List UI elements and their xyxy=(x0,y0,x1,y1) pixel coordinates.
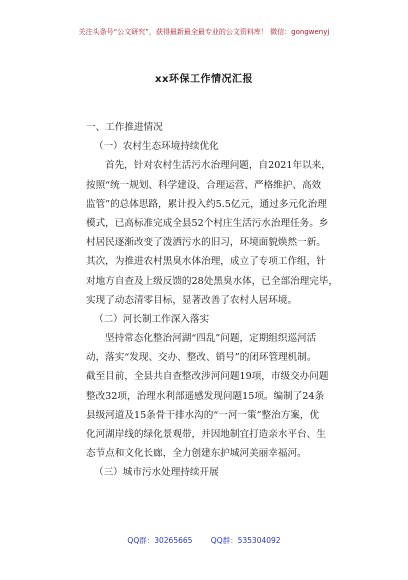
paragraph-line: 态节点和文化长廊，全力创建东护城河美丽幸福河。 xyxy=(86,448,307,460)
paragraph-line: 动，落实“发现、交办、整改、销号”的闭环管理机制。 xyxy=(86,352,317,364)
paragraph-line: 模式，已高标准完成全县52个村庄生活污水治理任务。乡 xyxy=(86,217,329,229)
footer-qq-group-2: QQ群：535304092 xyxy=(210,536,281,545)
subsection-heading: （三）城市污水处理持续开展 xyxy=(94,467,219,479)
paragraph-line: 整改32项，治理水利部遥感发现问题15项。编制了24条 xyxy=(86,390,325,402)
footer-qq-group-1: QQ群：30265665 xyxy=(127,536,193,545)
paragraph-line: 坚持常态化整治河湖“四乱”问题，定期组织巡河活 xyxy=(105,333,317,345)
paragraph-line: 其次，为推进农村黑臭水体治理，成立了专项工作组，针 xyxy=(86,256,326,268)
paragraph-line: 按照“统一规划、科学建设、合理运营、严格维护、高效 xyxy=(86,179,322,191)
document-title: xx环保工作情况汇报 xyxy=(155,74,253,85)
paragraph-line: 村居民逐渐改变了泼洒污水的旧习，环境面貌焕然一新。 xyxy=(86,237,326,249)
subsection-heading: （二）河长制工作深入落实 xyxy=(94,313,210,325)
paragraph-line: 化河湖岸线的绿化景观带，并因地制宜打造亲水平台、生 xyxy=(86,429,326,440)
paragraph-line: 对地方自查及上级反馈的28处黑臭水体，已全部治理完毕， xyxy=(86,275,339,287)
header-banner: 关注头条号“公文研究”，获得最新最全最专业的公文资料库！ 微信：gongwenyj xyxy=(78,28,330,36)
paragraph-line: 首先，针对农村生活污水治理问题，自2021年以来， xyxy=(105,160,331,172)
paragraph-line: 实现了动态清零目标，显著改善了农村人居环境。 xyxy=(86,294,298,306)
subsection-heading: （一）农村生态环境持续优化 xyxy=(94,141,219,153)
footer-contact xyxy=(0,535,408,546)
section-heading: 一、工作推进情况 xyxy=(86,122,163,133)
paragraph-line: 截至目前，全县共自查整改涉河问题19项，市级交办问题 xyxy=(86,371,329,383)
paragraph-line: 监管”的总体思路，累计投入约5.5亿元，通过多元化治理 xyxy=(86,198,327,210)
paragraph-line: 县级河道及15条骨干排水沟的“一河一策”整治方案，优 xyxy=(86,409,320,421)
document-body xyxy=(86,118,360,483)
